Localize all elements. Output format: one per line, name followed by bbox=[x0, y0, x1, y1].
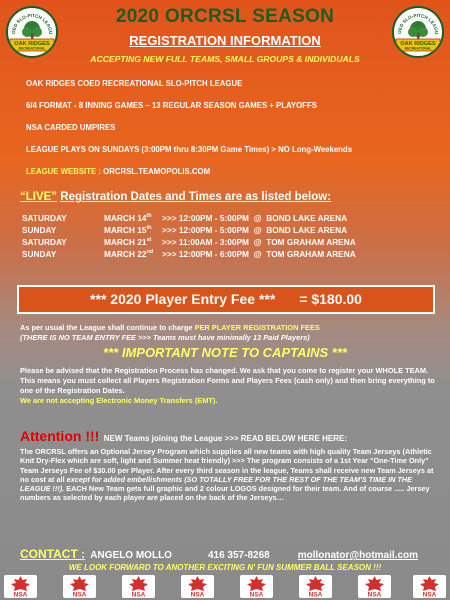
league-format: 6/4 FORMAT - 8 INNING GAMES – 13 REGULAR SEASON GAMES + PLAYOFFS bbox=[26, 101, 317, 110]
fee-note-highlight: PER PLAYER REGISTRATION FEES bbox=[194, 323, 320, 332]
nsa-badge-text: NSA bbox=[72, 591, 87, 598]
entry-fee-label: *** 2020 Player Entry Fee *** bbox=[90, 291, 276, 307]
nsa-logo bbox=[4, 575, 37, 598]
registration-schedule bbox=[22, 212, 356, 260]
nsa-logo bbox=[63, 575, 96, 598]
jersey-program-text: The ORCRSL offers an Optional Jersey Program which supplies all new teams with high quality Team Jerseys (Athletic Knit Dry-Flex which are soft, light and Summer heat friendly) >>> The program consists of a 1st Year "One-Time Only" Team Jerseys Fee of $30.00 per Player. After every third season in the league, Teams shall receive new Team Jerseys at no cost at all except for added embellishments (SO TOTALLY FREE FOR THE REST OF THE TEAM'S TIME IN THE LEAGUE !!!). EACH New Team gets full graphic and 2 colour LOGOS designed for their team. And of course ..... Jersey numbers as selected by each player are placed on the back of the Jerseys… bbox=[20, 447, 434, 503]
contact-phone: 416 357-8268 bbox=[207, 550, 270, 561]
nsa-logo bbox=[122, 575, 155, 598]
nsa-logo bbox=[413, 575, 446, 598]
entry-fee-box bbox=[17, 285, 435, 314]
schedule-time: >>> 11:00AM - 3:00PM @ TOM GRAHAM ARENA bbox=[162, 237, 356, 247]
schedule-date: MARCH 15th bbox=[104, 225, 152, 235]
contact-email[interactable]: mollonator@hotmail.com bbox=[297, 550, 419, 561]
logo-band-line2: RECREATIONAL bbox=[404, 46, 432, 51]
attention-word: Attention !!! bbox=[20, 428, 100, 444]
logo-band-line1: OAK RIDGES bbox=[400, 41, 436, 47]
flyer-tagline: ACCEPTING NEW FULL TEAMS, SMALL GROUPS & INDIVIDUALS bbox=[90, 54, 360, 64]
nsa-badge-text: NSA bbox=[367, 591, 382, 598]
schedule-day: SUNDAY bbox=[22, 249, 57, 259]
nsa-badge-text: NSA bbox=[308, 591, 323, 598]
schedule-row bbox=[22, 248, 356, 260]
nsa-logo bbox=[181, 575, 214, 598]
schedule-date: MARCH 14th bbox=[104, 213, 152, 223]
schedule-date: MARCH 22nd bbox=[104, 249, 154, 259]
schedule-row bbox=[22, 224, 356, 236]
contact-label: CONTACT : bbox=[20, 547, 86, 561]
league-sundays: LEAGUE PLAYS ON SUNDAYS (3:00PM thru 8:30PM Game Times) > NO Long-Weekends bbox=[26, 145, 353, 154]
registration-live: “LIVE” bbox=[20, 191, 58, 203]
league-name: OAK RIDGES COED RECREATIONAL SLO-PITCH LEAGUE bbox=[26, 79, 243, 88]
nsa-logo bbox=[358, 575, 391, 598]
nsa-badge-text: NSA bbox=[190, 591, 205, 598]
schedule-day: SATURDAY bbox=[22, 237, 67, 247]
schedule-place: TOM GRAHAM ARENA bbox=[266, 237, 356, 247]
logo-top-text: OED SLO-PITCH LEAGU bbox=[10, 12, 54, 35]
fee-note: As per usual the League shall continue to charge PER PLAYER REGISTRATION FEES (THERE IS NO TEAM ENTRY FEE >>> Teams must have minimally 13 Paid Players) bbox=[20, 323, 320, 342]
emt-notice: We are not accepting Electronic Money Transfers (EMT). bbox=[20, 396, 218, 405]
schedule-row bbox=[22, 236, 356, 248]
schedule-row bbox=[22, 212, 356, 224]
schedule-time: >>> 12:00PM - 5:00PM @ BOND LAKE ARENA bbox=[162, 225, 348, 235]
nsa-badge-text: NSA bbox=[13, 591, 28, 598]
attention-heading bbox=[20, 428, 347, 444]
attention-rest: NEW Teams joining the League >>> READ BELOW HERE HERE: bbox=[103, 434, 347, 443]
nsa-logo bbox=[240, 575, 273, 598]
website-label: LEAGUE WEBSITE : bbox=[26, 167, 101, 176]
schedule-date: MARCH 21st bbox=[104, 237, 152, 247]
captains-notice: Please be advised that the Registration Process has changed. We ask that you come to register your WHOLE TEAM. This means you must collect all Players Registration Forms and Players Fees (cash only) and then bring everything to one of the Registration Dates. We are not accepting Electronic Money Transfers (EMT). bbox=[20, 366, 435, 405]
schedule-place: TOM GRAHAM ARENA bbox=[266, 249, 356, 259]
nsa-badge-text: NSA bbox=[422, 591, 437, 598]
entry-fee-amount: = $180.00 bbox=[299, 291, 362, 307]
logo-top-text: OED SLO-PITCH LEAGU bbox=[396, 12, 440, 35]
schedule-time: >>> 12:00PM - 5:00PM @ BOND LAKE ARENA bbox=[162, 213, 348, 223]
league-website bbox=[26, 167, 210, 176]
registration-heading-text: Registration Dates and Times are as listed below: bbox=[60, 191, 332, 203]
schedule-day: SATURDAY bbox=[22, 213, 67, 223]
captains-heading: *** IMPORTANT NOTE TO CAPTAINS *** bbox=[103, 345, 347, 360]
schedule-day: SUNDAY bbox=[22, 225, 57, 235]
contact-name: ANGELO MOLLO bbox=[90, 550, 172, 561]
logo-band-line2: RECREATIONAL bbox=[18, 46, 46, 51]
fee-note-italic: (THERE IS NO TEAM ENTRY FEE >>> Teams must have minimally 13 Paid Players) bbox=[20, 332, 310, 342]
nsa-logo bbox=[299, 575, 332, 598]
schedule-time: >>> 12:00PM - 6:00PM @ TOM GRAHAM ARENA bbox=[162, 249, 356, 259]
schedule-place: BOND LAKE ARENA bbox=[266, 213, 348, 223]
closing-message: WE LOOK FORWARD TO ANOTHER EXCITING N' FUN SUMMER BALL SEASON !!! bbox=[68, 563, 382, 572]
nsa-badge-text: NSA bbox=[249, 591, 264, 598]
flyer-title: 2020 ORCRSL SEASON bbox=[115, 6, 335, 27]
contact-line bbox=[20, 547, 418, 561]
nsa-badge-text: NSA bbox=[131, 591, 146, 598]
schedule-place: BOND LAKE ARENA bbox=[266, 225, 348, 235]
registration-heading bbox=[20, 191, 331, 203]
logo-band-line1: OAK RIDGES bbox=[14, 41, 50, 47]
website-link[interactable]: ORCRSL.TEAMOPOLIS.COM bbox=[103, 167, 211, 176]
league-umpires: NSA CARDED UMPIRES bbox=[26, 123, 116, 132]
flyer-subtitle: REGISTRATION INFORMATION bbox=[129, 33, 321, 48]
